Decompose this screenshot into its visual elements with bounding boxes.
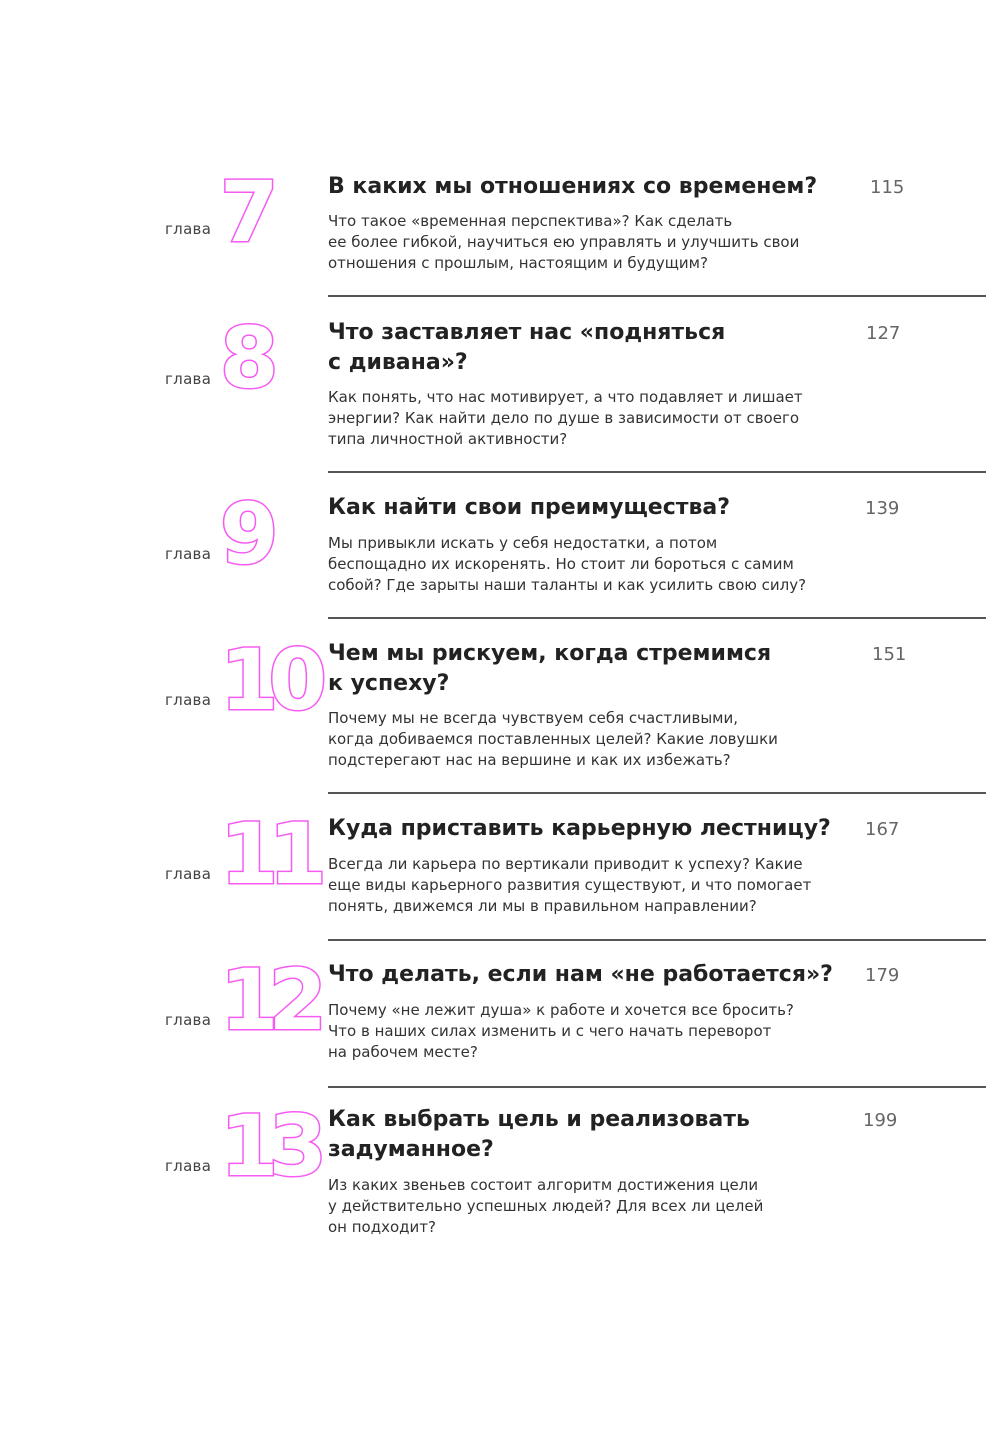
description-line: отношения с прошлым, настоящим и будущим?: [328, 254, 708, 272]
page-number: 151: [872, 644, 907, 665]
description-line: когда добиваемся поставленных целей? Какие ловушки: [328, 730, 778, 748]
description-line: беспощадно их искоренять. Но стоит ли бороться с самим: [328, 555, 794, 573]
description-line: типа личностной активности?: [328, 430, 568, 448]
chapter-number: 12: [220, 951, 317, 1049]
divider: [328, 471, 986, 473]
description-line: Как понять, что нас мотивирует, а что подавляет и лишает: [328, 388, 803, 406]
page-number: 179: [865, 965, 900, 986]
description-line: подстерегают нас на вершине и как их избежать?: [328, 751, 731, 769]
chapter-title-line: Что заставляет нас «подняться: [328, 320, 726, 345]
chapter-title-line: Как найти свои преимущества?: [328, 495, 731, 520]
divider: [328, 792, 986, 794]
chapter-title-line: Что делать, если нам «не работается»?: [328, 962, 833, 987]
chapter-title: [328, 960, 848, 990]
description-line: он подходит?: [328, 1218, 436, 1236]
description-line: Что такое «временная перспектива»? Как сделать: [328, 212, 733, 230]
chapter-number: 9: [220, 485, 269, 583]
chapter-title: [328, 493, 848, 523]
description-line: энергии? Как найти дело по душе в зависимости от своего: [328, 409, 800, 427]
chapter-label: глава: [165, 545, 212, 563]
description-line: собой? Где зарыты наши таланты и как усилить свою силу?: [328, 576, 807, 594]
description-line: у действительно успешных людей? Для всех ли целей: [328, 1197, 764, 1215]
chapter-title: [328, 1105, 848, 1165]
chapter-description: [328, 533, 848, 596]
chapter-label: глава: [165, 865, 212, 883]
chapter-description: [328, 854, 848, 917]
chapter-title-line: В каких мы отношениях со временем?: [328, 174, 818, 199]
chapter-description: [328, 708, 848, 771]
chapter-number: 8: [220, 309, 269, 407]
page-number: 167: [865, 819, 900, 840]
chapter-description: [328, 1175, 848, 1238]
description-line: Что в наших силах изменить и с чего начать переворот: [328, 1022, 772, 1040]
description-line: Из каких звеньев состоит алгоритм достижения цели: [328, 1176, 759, 1194]
chapter-description: [328, 211, 848, 274]
page-number: 199: [863, 1110, 898, 1131]
chapter-number: 13: [220, 1097, 317, 1195]
chapter-title: [328, 639, 848, 699]
divider: [328, 1086, 986, 1088]
chapter-number: 11: [220, 805, 317, 903]
divider: [328, 939, 986, 941]
description-line: Почему мы не всегда чувствуем себя счастливыми,: [328, 709, 739, 727]
description-line: Мы привыкли искать у себя недостатки, а потом: [328, 534, 718, 552]
chapter-label: глава: [165, 370, 212, 388]
chapter-label: глава: [165, 1157, 212, 1175]
chapter-title: [328, 318, 848, 378]
chapter-title: [328, 814, 848, 844]
chapter-label: глава: [165, 691, 212, 709]
chapter-title-line: к успеху?: [328, 671, 450, 696]
chapter-number: 10: [220, 631, 317, 729]
divider: [328, 617, 986, 619]
chapter-label: глава: [165, 220, 212, 238]
chapter-label: глава: [165, 1011, 212, 1029]
divider: [328, 295, 986, 297]
chapter-title-line: Как выбрать цель и реализовать: [328, 1107, 750, 1132]
chapter-description: [328, 387, 848, 450]
chapter-title: [328, 172, 848, 202]
chapter-title-line: Куда приставить карьерную лестницу?: [328, 816, 831, 841]
chapter-description: [328, 1000, 848, 1063]
description-line: Почему «не лежит душа» к работе и хочется все бросить?: [328, 1001, 794, 1019]
chapter-title-line: с дивана»?: [328, 350, 468, 375]
description-line: Всегда ли карьера по вертикали приводит к успеху? Какие: [328, 855, 803, 873]
chapter-number: 7: [220, 163, 269, 261]
description-line: понять, движемся ли мы в правильном направлении?: [328, 897, 757, 915]
page-number: 127: [866, 323, 901, 344]
description-line: на рабочем месте?: [328, 1043, 478, 1061]
page-number: 115: [870, 177, 905, 198]
page-number: 139: [865, 498, 900, 519]
chapter-title-line: Чем мы рискуем, когда стремимся: [328, 641, 772, 666]
description-line: ее более гибкой, научиться ею управлять и улучшить свои: [328, 233, 800, 251]
chapter-title-line: задуманное?: [328, 1137, 494, 1162]
description-line: еще виды карьерного развития существуют, и что помогает: [328, 876, 812, 894]
